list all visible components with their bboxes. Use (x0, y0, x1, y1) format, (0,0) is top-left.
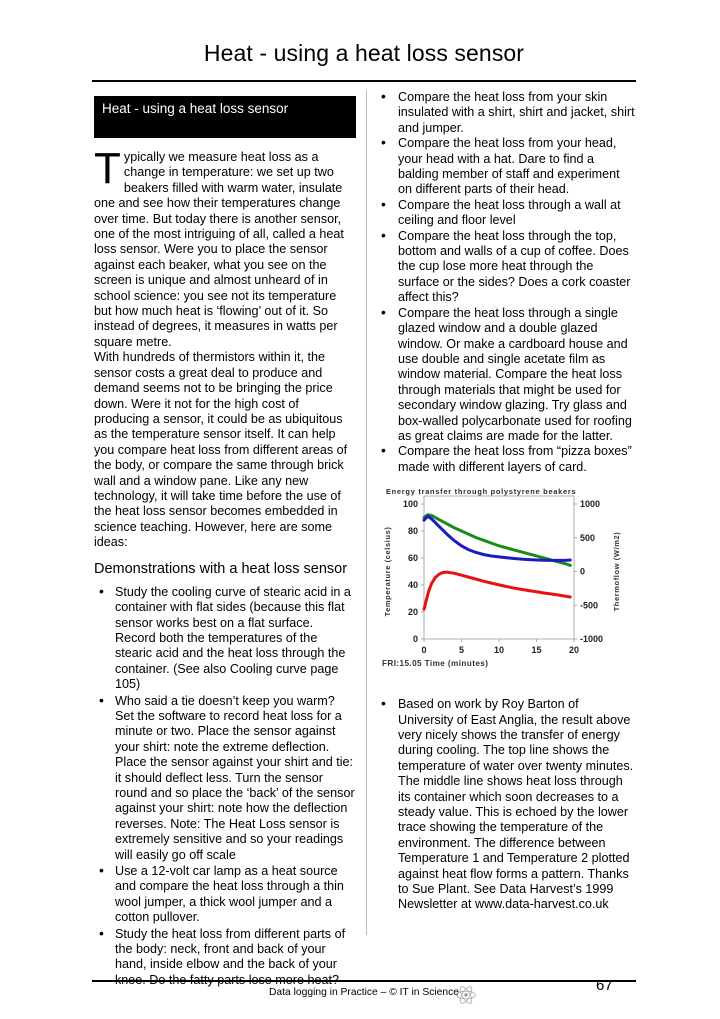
list-item-text: Compare the heat loss from your head, your head with a hat. Dare to find a balding member of staff and experiment on different parts of their head. (398, 136, 620, 197)
chart-caption-list (376, 697, 636, 913)
list-item (94, 585, 356, 693)
second-paragraph: With hundreds of thermistors within it, the sensor costs a great deal to produce and demand seems not to be bringing the price down. Were it not for the high cost of producing a sensor, it could be as ubiquitous as the temperature sensor itself. It can help you compare heat loss from different areas of the body, or compare the same through brick wall and a window pane. Like any new technology, it will take time before the use of the heat loss sensor becomes embedded in science teaching. However, here are some ideas: (94, 350, 348, 550)
svg-text:Thermoflow (W/m2): Thermoflow (W/m2) (612, 531, 621, 612)
page-title: Heat - using a heat loss sensor (203, 40, 525, 66)
svg-text:1000: 1000 (580, 499, 601, 510)
svg-text:10: 10 (493, 645, 505, 656)
list-item (376, 229, 636, 306)
svg-text:20: 20 (407, 607, 418, 618)
list-item-text: Study the heat loss from different parts of the body: neck, front and back of your hand, inside elbow and the back of your knee. Do the fatty parts lose more heat? (115, 926, 346, 987)
list-item (376, 90, 636, 136)
chart-canvas (376, 487, 634, 687)
svg-text:0: 0 (421, 645, 427, 656)
section-banner (94, 96, 356, 138)
list-item (376, 306, 636, 445)
list-item (376, 198, 636, 229)
svg-text:5: 5 (458, 645, 465, 656)
svg-text:0: 0 (580, 566, 586, 577)
list-item (376, 136, 636, 198)
right-column (376, 90, 636, 913)
list-item (376, 697, 636, 913)
list-item-text: Compare the heat loss through a wall at ceiling and floor level (398, 197, 621, 228)
title-divider (92, 80, 636, 82)
svg-text:FRI:15.05 Time (minutes): FRI:15.05 Time (minutes) (382, 659, 489, 669)
svg-text:-500: -500 (580, 600, 599, 611)
left-column (94, 96, 356, 989)
list-item (94, 927, 356, 989)
right-bullet-list (376, 90, 636, 475)
svg-text:80: 80 (407, 526, 418, 537)
list-item-text: Who said a tie doesn’t keep you warm? Set the software to record heat loss for a minute or two. Place the sensor against your shirt: note the extreme deflection. Place the sensor against your shirt and tie: it should deflect less. Turn the sensor round and so place the ‘back’ of the sensor against your shirt: note how the deflection reverses. Note: The Heat Loss sensor is extremely sensitive and so your readings will easily go off scale (115, 693, 355, 862)
list-item (376, 444, 636, 475)
section-banner-label: Heat - using a heat loss sensor (102, 101, 289, 116)
list-item-text: Study the cooling curve of stearic acid in a container with flat sides (because this flat sensor works best on a flat surface. Record both the temperatures of the stearic acid and the heat loss through the container. (See also Cooling curve page 105) (115, 584, 351, 692)
list-item-text: Use a 12-volt car lamp as a heat source and compare the heat loss through a thin wool jumper, a thick wool jumper and a cotton pullover. (115, 864, 344, 925)
list-item-text: Compare the heat loss from your skin insulated with a shirt, shirt and jacket, shirt and jumper. (398, 90, 635, 135)
column-divider (366, 90, 367, 935)
footer-divider (92, 980, 636, 982)
list-item-text: Compare the heat loss from “pizza boxes” made with different layers of card. (398, 444, 632, 474)
svg-text:0: 0 (412, 634, 418, 645)
left-bullet-list (94, 585, 356, 989)
list-item-text: Compare the heat loss through a single glazed window and a double glazed window. Or make a cardboard house and use double and single acetate film as window material. Compare the heat loss through materials that might be used for secondary window glazing. Try glass and box-walled polycarbonate used for roofing as great claims are made for the latter. (398, 305, 632, 443)
svg-text:Temperature (celsius): Temperature (celsius) (383, 526, 392, 617)
energy-transfer-chart (376, 487, 634, 687)
svg-text:60: 60 (407, 553, 418, 564)
svg-text:40: 40 (407, 580, 418, 591)
list-item-text: Based on work by Roy Barton of University of East Anglia, the result above very nicely shows the transfer of energy during cooling. The top line shows the temperature of water over twenty minutes. The middle line shows heat loss through its container which soon decreases to a steady value. This is echoed by the lower trace showing the temperature of the environment. The difference between Temperature 1 and Temperature 2 plotted against heat flow forms a pattern. Thanks to Sue Plant. See Data Harvest’s 1999 Newsletter at www.data-harvest.co.uk (398, 697, 634, 912)
svg-text:500: 500 (580, 532, 596, 543)
footer-text: Data logging in Practice – © IT in Science (269, 987, 459, 998)
list-item (94, 864, 356, 926)
atom-icon (455, 984, 477, 1006)
chart-title: Energy transfer through polystyrene beakers (386, 487, 577, 497)
intro-paragraph: Typically we measure heat loss as a change in temperature: we set up two beakers filled with warm water, insulate one and see how their temperatures change over time. But today there is another sensor, one of the most intriguing of all, called a heat loss sensor. Were you to place the sensor against each beaker, what you see on the screen is unique and almost unheard of in school science: you see not its temperature but how much heat is ‘flowing’ out of it. So instead of degrees, it measures in watts per square metre. (94, 144, 344, 349)
svg-text:15: 15 (531, 645, 542, 656)
list-item-text: Compare the heat loss through the top, bottom and walls of a cup of coffee. Does the cup lose more heat through the surface or the sides? Does a cork coaster affect this? (398, 228, 631, 305)
demonstrations-subheading: Demonstrations with a heat loss sensor (94, 560, 348, 577)
svg-text:20: 20 (568, 645, 580, 656)
svg-text:100: 100 (402, 499, 418, 510)
page-number: 67 (596, 977, 613, 994)
svg-text:-1000: -1000 (580, 634, 604, 645)
list-item (94, 694, 356, 863)
